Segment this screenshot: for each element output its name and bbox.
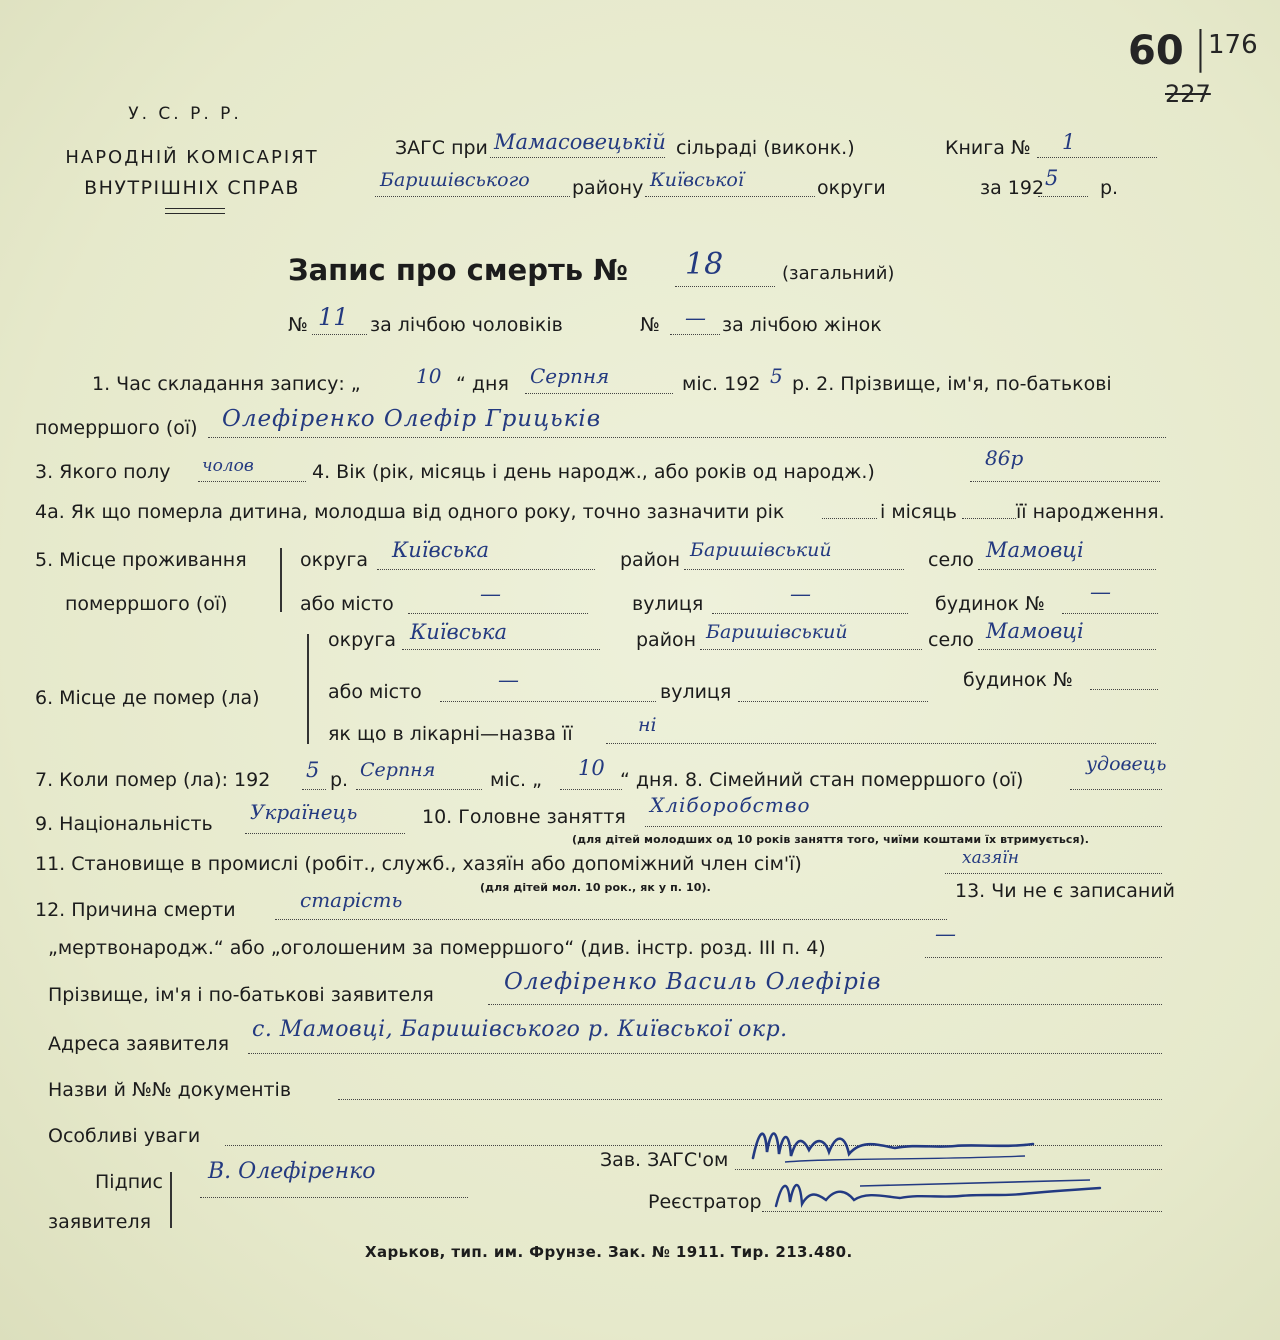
position-note: (для дітей мол. 10 рок., як у п. 10). [480, 881, 711, 894]
registrar-label: Реєстратор [648, 1191, 762, 1213]
residence-selo-value: Мамовці [986, 538, 1084, 562]
infant-month-label: і місяць [880, 501, 957, 523]
fill-line [675, 286, 775, 287]
book-label: Книга № [945, 137, 1031, 159]
archive-number: 60 [1128, 28, 1184, 74]
fill-line [945, 873, 1162, 874]
death-year-value: 5 [306, 758, 320, 782]
death-date-r-label: р. [330, 769, 349, 791]
ussr-heading: У. С. Р. Р. [128, 104, 242, 124]
fill-line [488, 1004, 1162, 1005]
age-value: 86р [985, 446, 1024, 470]
fill-line [302, 789, 326, 790]
men-no-label: № [288, 314, 308, 336]
fill-line [978, 569, 1156, 570]
zags-village-value: Мамасовецькій [494, 130, 666, 154]
fill-line [738, 701, 928, 702]
death-month-value: Серпня [360, 759, 436, 781]
residence-okruha-value: Київська [392, 538, 489, 562]
fill-line [375, 196, 570, 197]
fill-line [402, 649, 600, 650]
death-raion-label: район [636, 629, 697, 651]
documents-label: Назви й №№ документів [48, 1079, 292, 1101]
nationality-label: 9. Національність [35, 813, 213, 835]
men-number-value: 11 [318, 303, 349, 331]
fill-line [198, 481, 306, 482]
fill-line [275, 919, 947, 920]
record-year-value: 5 [770, 364, 783, 388]
row1-label: 1. Час складання запису: „ [92, 373, 361, 395]
occupation-label: 10. Головне заняття [422, 806, 626, 828]
women-number-value: — [685, 306, 706, 330]
fill-line [338, 1099, 1162, 1100]
fill-line [200, 1197, 468, 1198]
infant-label: 4а. Як що померла дитина, молодша від одного року, точно зазначити рік [35, 501, 785, 523]
marital-status-value: удовець [1086, 753, 1167, 775]
stillborn-label-start: 13. Чи не є записаний [955, 880, 1176, 902]
fill-line [712, 613, 908, 614]
zags-pry-label: ЗАГС при [395, 137, 488, 159]
fill-line [970, 481, 1160, 482]
district-value: Баришівського [380, 169, 530, 191]
death-raion-value: Баришівський [706, 621, 848, 643]
residence-selo-label: село [928, 549, 974, 571]
death-misto-label: або місто [328, 681, 422, 703]
deceased-name-label: померршого (ої) [35, 417, 198, 439]
women-count-label: за лічбою жінок [722, 314, 882, 336]
residence-label-2: померршого (ої) [65, 593, 228, 615]
fill-line [440, 701, 656, 702]
fill-line [560, 789, 622, 790]
applicant-name-label: Прізвище, ім'я і по-батькові заявителя [48, 984, 434, 1006]
printer-imprint: Харьков, тип. им. Фрунзе. Зак. № 1911. Тир. 213.480. [365, 1243, 853, 1261]
applicant-address-value: с. Мамовці, Баришівського р. Київської окр. [252, 1017, 788, 1042]
death-place-label: 6. Місце де помер (ла) [35, 687, 260, 709]
position-label: 11. Становище в промислі (робіт., служб., хазяїн або допоміжний член сім'ї) [35, 853, 802, 875]
year-value: 5 [1045, 166, 1059, 190]
women-no-label: № [640, 314, 660, 336]
residence-raion-value: Баришівський [690, 539, 832, 561]
zags-head-signature [745, 1118, 1045, 1174]
stillborn-value: — [935, 922, 956, 946]
fill-line [1038, 196, 1088, 197]
applicant-signature-label-2: заявителя [48, 1211, 152, 1233]
zags-head-label: Зав. ЗАГС'ом [600, 1149, 729, 1171]
fill-line [978, 649, 1156, 650]
residence-misto-label: або місто [300, 593, 394, 615]
header-divider [165, 208, 225, 209]
record-month-value: Серпня [530, 364, 610, 388]
cause-of-death-label: 12. Причина смерти [35, 899, 236, 921]
signature-brace [170, 1172, 172, 1228]
stillborn-label: „мертвонародж.“ або „оголошеним за померршого“ (див. інстр. розд. III п. 4) [48, 937, 826, 959]
hospital-value: ні [638, 714, 657, 736]
death-okruha-value: Київська [410, 620, 507, 644]
fill-line [248, 1053, 1162, 1054]
fill-line [822, 518, 877, 519]
death-misto-value: — [498, 668, 519, 692]
commissariat-line2: ВНУТРІШНІХ СПРАВ [84, 177, 300, 199]
occupation-value: Хліборобство [650, 793, 811, 817]
applicant-name-value: Олефіренко Василь Олефірів [504, 969, 882, 995]
fill-line [645, 196, 815, 197]
residence-okruha-label: округа [300, 549, 369, 571]
hospital-label: як що в лікарні—назва її [328, 723, 573, 745]
fill-line [1090, 689, 1158, 690]
fill-line [356, 789, 482, 790]
silradi-label: сільраді (виконк.) [676, 137, 855, 159]
fill-line [645, 826, 1162, 827]
archive-sheet: 176 [1208, 30, 1258, 60]
death-okruha-label: округа [328, 629, 397, 651]
residence-raion-label: район [620, 549, 681, 571]
year-r-label: р. [1100, 177, 1119, 199]
row1-day-label: “ дня [456, 373, 509, 395]
applicant-signature: В. Олефіренко [208, 1159, 376, 1184]
residence-brace [280, 548, 282, 612]
fill-line [312, 334, 367, 335]
archive-crossed-number: 227 [1165, 80, 1211, 108]
fill-line [1070, 789, 1162, 790]
book-number-value: 1 [1062, 130, 1076, 154]
fill-line [208, 437, 1166, 438]
okruhy-label: округи [817, 177, 886, 199]
age-label: 4. Вік (рік, місяць і день народж., або років од народж.) [312, 461, 875, 483]
residence-label-1: 5. Місце проживання [35, 549, 247, 571]
fill-line [925, 957, 1162, 958]
nationality-value: Українець [250, 800, 358, 824]
commissariat-line1: НАРОДНІЙ КОМІСАРІЯТ [65, 147, 319, 168]
deceased-name-value: Олефіренко Олефір Грицьків [222, 406, 602, 432]
applicant-signature-label-1: Підпис [95, 1171, 163, 1193]
death-date-month-label: міс. „ [490, 769, 542, 791]
applicant-address-label: Адреса заявителя [48, 1033, 230, 1055]
death-street-label: вулиця [660, 681, 732, 703]
occupation-note: (для дітей молодших од 10 років заняття того, чиїми коштами їх втримується). [572, 833, 1090, 846]
residence-house-label: будинок № [935, 593, 1045, 615]
row2-label-start: р. 2. Прізвище, ім'я, по-батькові [792, 373, 1112, 395]
fill-line [700, 649, 922, 650]
residence-street-label: вулиця [632, 593, 704, 615]
fill-line [962, 518, 1016, 519]
special-notes-label: Особливі уваги [48, 1125, 201, 1147]
record-title: Запис про смерть № [288, 253, 629, 287]
fill-line [684, 569, 904, 570]
death-house-label: будинок № [963, 669, 1073, 691]
row1-month-label: міс. 192 [682, 373, 761, 395]
fill-line [1037, 157, 1157, 158]
cause-of-death-value: старість [300, 888, 403, 912]
death-selo-value: Мамовці [986, 619, 1084, 643]
position-value: хазяїн [962, 848, 1019, 868]
registrar-signature [770, 1168, 1110, 1218]
fill-line [525, 393, 673, 394]
fill-line [245, 833, 405, 834]
record-day-value: 10 [416, 364, 442, 388]
record-general-label: (загальний) [782, 263, 895, 284]
fill-line [670, 334, 720, 335]
fill-line [490, 157, 665, 158]
infant-birth-label: її народження. [1016, 501, 1165, 523]
archive-slash: | [1193, 22, 1208, 73]
residence-street-value: — [790, 582, 811, 606]
marital-status-label: “ дня. 8. Сімейний стан померршого (ої) [620, 769, 1024, 791]
year-label: за 192 [980, 177, 1045, 199]
residence-house-value: — [1090, 580, 1111, 604]
fill-line [377, 569, 595, 570]
header-divider [165, 213, 225, 214]
sex-value: чолов [202, 456, 254, 476]
death-day-value: 10 [578, 756, 605, 780]
sex-label: 3. Якого полу [35, 461, 171, 483]
death-selo-label: село [928, 629, 974, 651]
raionu-label: району [572, 177, 644, 199]
fill-line [1062, 613, 1158, 614]
men-count-label: за лічбою чоловіків [370, 314, 563, 336]
okruha-value: Київської [650, 169, 744, 191]
death-place-brace [307, 634, 309, 744]
fill-line [408, 613, 588, 614]
fill-line [606, 743, 1156, 744]
residence-misto-value: — [480, 582, 501, 606]
record-number-value: 18 [685, 247, 724, 282]
death-date-label: 7. Коли помер (ла): 192 [35, 769, 271, 791]
